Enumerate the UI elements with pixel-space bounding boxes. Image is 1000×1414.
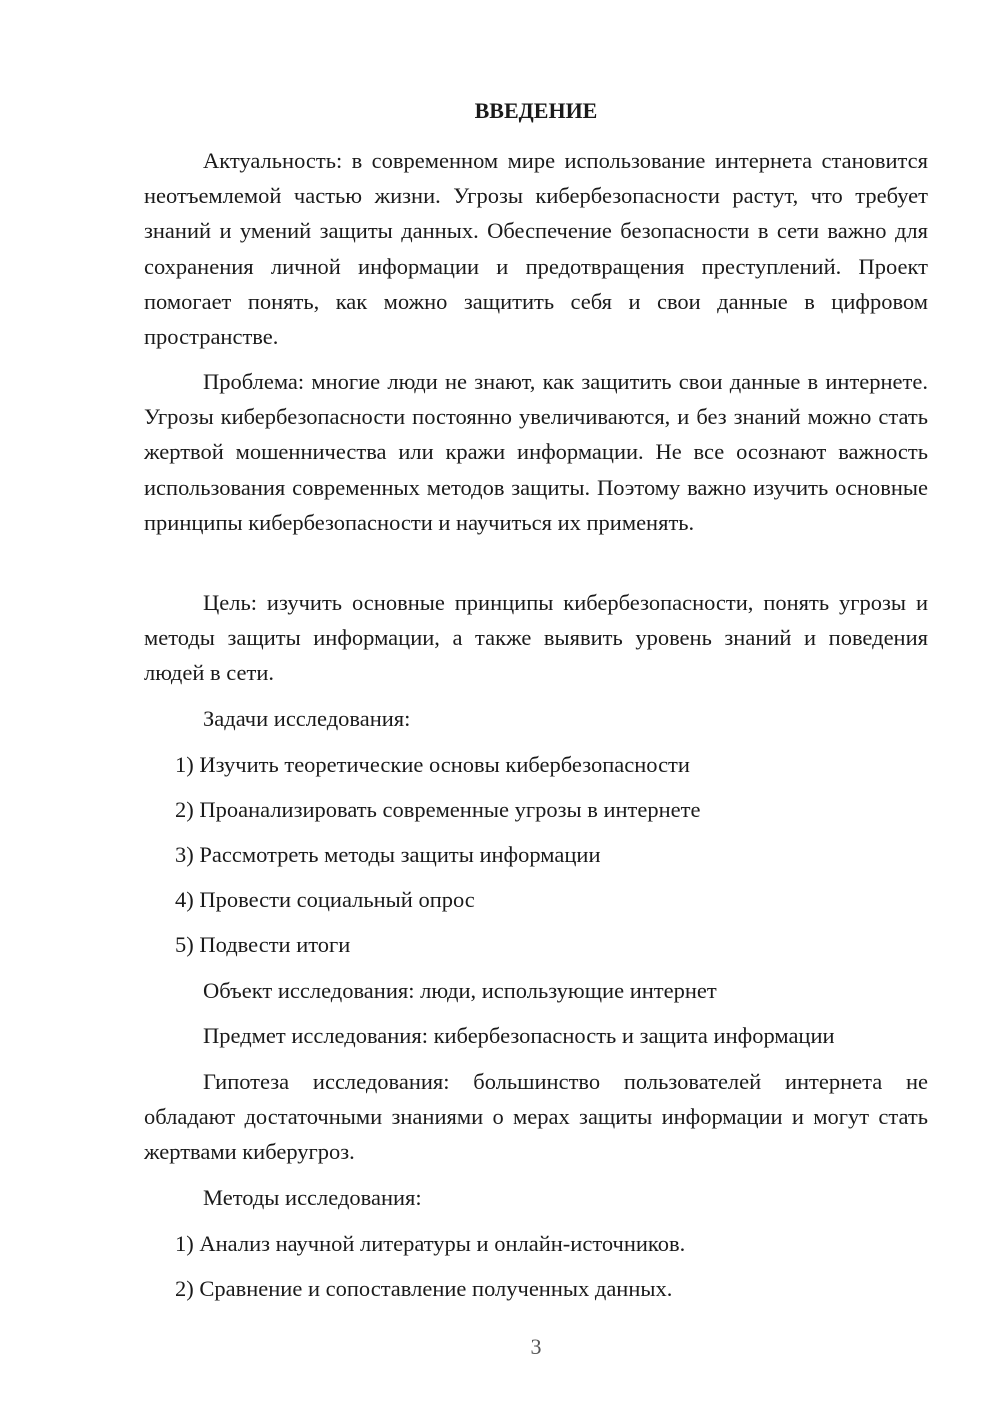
problem-paragraph: Проблема: многие люди не знают, как защитить свои данные в интернете. Угрозы кибербезопасности постоянно увеличиваются, и без знаний можно стать жертвой мошенничества или кражи информации. Не все осознают важность использования современных методов защиты. Поэтому важно изучить основные принципы кибербезопасности и научиться их применять. [144, 369, 928, 535]
method-item: 1) Анализ научной литературы и онлайн-источников. [175, 1231, 686, 1256]
subject-paragraph: Предмет исследования: кибербезопасность и защита информации [203, 1023, 835, 1048]
method-item: 2) Сравнение и сопоставление полученных данных. [175, 1276, 673, 1301]
tasks-heading: Задачи исследования: [203, 706, 411, 731]
task-item: 1) Изучить теоретические основы кибербезопасности [175, 752, 690, 777]
hypothesis-paragraph: Гипотеза исследования: большинство пользователей интернета не обладают достаточными знаниями о мерах защиты информации и могут стать жертвами киберугроз. [144, 1069, 928, 1165]
task-item: 3) Рассмотреть методы защиты информации [175, 842, 601, 867]
page-title: ВВЕДЕНИЕ [474, 98, 598, 123]
task-item: 5) Подвести итоги [175, 932, 351, 957]
methods-heading: Методы исследования: [203, 1185, 422, 1210]
task-item: 4) Провести социальный опрос [175, 887, 475, 912]
relevance-paragraph: Актуальность: в современном мире использование интернета становится неотъемлемой частью жизни. Угрозы кибербезопасности растут, что требует знаний и умений защиты данных. Обеспечение безопасности в сети важно для сохранения личной информации и предотвращения преступлений. Проект помогает понять, как можно защитить себя и свои данные в цифровом пространстве. [144, 148, 928, 350]
object-paragraph: Объект исследования: люди, использующие интернет [203, 978, 717, 1003]
goal-paragraph: Цель: изучить основные принципы кибербезопасности, понять угрозы и методы защиты информации, а также выявить уровень знаний и поведения людей в сети. [144, 590, 928, 686]
task-item: 2) Проанализировать современные угрозы в интернете [175, 797, 701, 822]
page-number: 3 [530, 1334, 542, 1359]
